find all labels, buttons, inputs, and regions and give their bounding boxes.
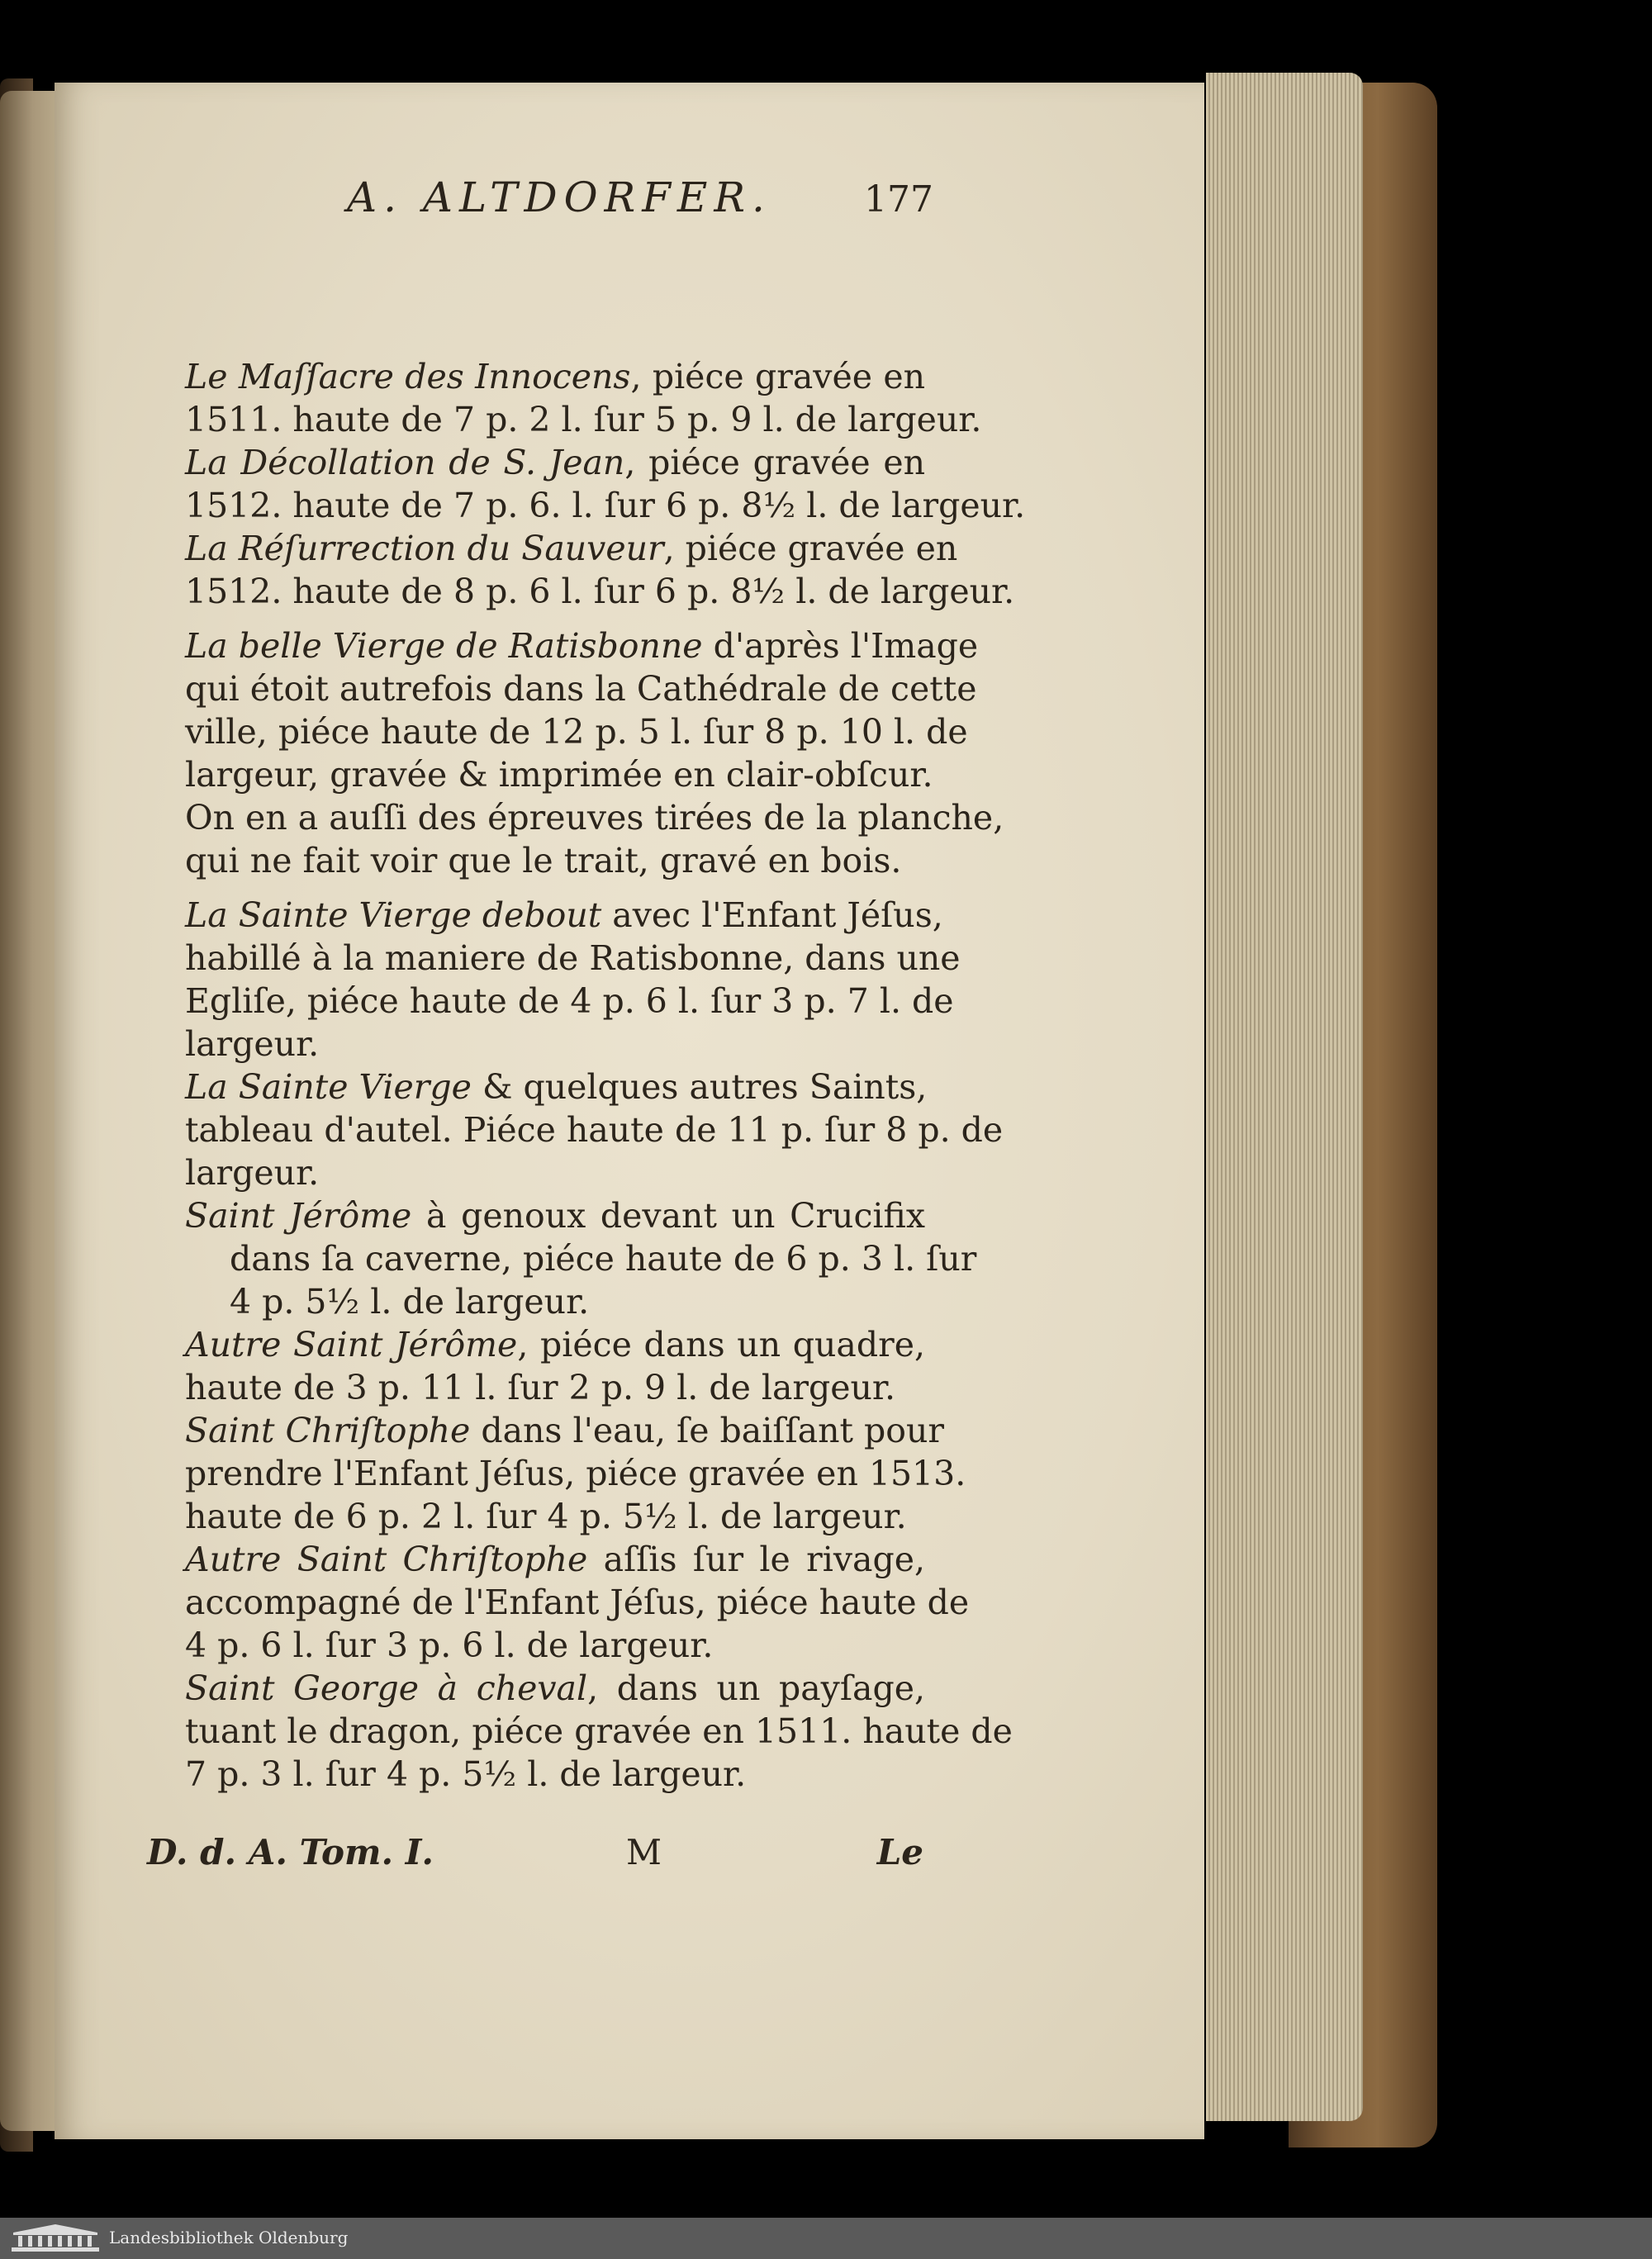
line-text: , piéce gravée en: [624, 443, 925, 482]
line-text: à genoux devant un Crucifix: [411, 1196, 925, 1236]
work-title: Saint Chriſtophe: [185, 1411, 471, 1450]
line-text: haute de 6 p. 2 l. ſur 4 p. 5½ l. de largeur.: [185, 1497, 907, 1536]
work-title: La Sainte Vierge: [185, 1067, 472, 1107]
text-line: [185, 1538, 925, 1581]
page-footer: [147, 1832, 923, 1882]
text-line: [185, 624, 979, 667]
line-text: Egliſe, piéce haute de 4 p. 6 l. ſur 3 p. 7 l. de: [185, 981, 954, 1021]
work-title: La Réſurrection du Sauveur: [185, 529, 664, 568]
signature-letter: M: [626, 1832, 662, 1872]
line-text: 4 p. 5½ l. de largeur.: [230, 1282, 590, 1322]
work-title: La Décollation de S. Jean: [185, 443, 625, 482]
text-line: [185, 937, 961, 980]
catalogue-entry: [185, 527, 1015, 613]
text-line: [185, 980, 954, 1023]
catalogue-entry: [185, 1409, 966, 1538]
line-text: avec l'Enfant Jéſus,: [601, 895, 943, 935]
text-line: [185, 441, 925, 484]
catalogue-entry: [185, 1323, 925, 1409]
line-text: , piéce gravée en: [663, 529, 958, 568]
catalogue-entry: [185, 1667, 1013, 1796]
line-text: haute de 3 p. 11 l. ſur 2 p. 9 l. de largeur.: [185, 1368, 896, 1407]
work-title: Autre Saint Chriſtophe: [185, 1540, 588, 1579]
text-line: [185, 355, 925, 398]
library-bar: [0, 2218, 1652, 2259]
text-line: [185, 484, 1026, 527]
line-text: prendre l'Enfant Jéſus, piéce gravée en 1513.: [185, 1454, 966, 1493]
text-line: [185, 1280, 925, 1323]
line-text: , piéce gravée en: [630, 357, 925, 396]
line-text: 7 p. 3 l. ſur 4 p. 5½ l. de largeur.: [185, 1754, 747, 1794]
line-text: 1512. haute de 7 p. 6. l. ſur 6 p. 8½ l. de largeur.: [185, 486, 1026, 525]
line-text: 4 p. 6 l. ſur 3 p. 6 l. de largeur.: [185, 1625, 714, 1665]
text-line: [185, 1108, 1004, 1151]
text-line: [185, 894, 943, 937]
line-text: d'après l'Image: [702, 626, 979, 666]
catalogue-entry: [185, 355, 982, 441]
work-title: Autre Saint Jérôme: [185, 1325, 518, 1364]
line-text: , piéce dans un quadre,: [517, 1325, 925, 1364]
work-title: Saint George à cheval: [185, 1668, 588, 1708]
catalogue-entry: [185, 1194, 977, 1323]
catalogue-entry: [185, 1538, 970, 1667]
text-line: [185, 1452, 966, 1495]
line-text: tableau d'autel. Piéce haute de 11 p. ſur 8 p. de: [185, 1110, 1004, 1150]
text-block: [185, 355, 1026, 1796]
text-line: [185, 667, 977, 710]
text-line: [185, 1710, 1013, 1753]
line-text: largeur.: [185, 1153, 320, 1193]
line-text: 1511. haute de 7 p. 2 l. ſur 5 p. 9 l. de largeur.: [185, 400, 982, 439]
text-line: [185, 1409, 944, 1452]
text-line: [185, 1194, 925, 1237]
line-text: 1512. haute de 8 p. 6 l. ſur 6 p. 8½ l. de largeur.: [185, 572, 1015, 611]
line-text: aſſis ſur le rivage,: [587, 1540, 925, 1579]
line-text: largeur.: [185, 1024, 320, 1064]
text-line: [185, 1237, 977, 1280]
text-line: [185, 1624, 925, 1667]
signature-mark: D. d. A. Tom. I.: [147, 1832, 434, 1872]
work-title: La belle Vierge de Ratisbonne: [185, 626, 703, 666]
line-text: dans ſa caverne, piéce haute de 6 p. 3 l. ſur: [230, 1239, 977, 1279]
text-line: [185, 398, 982, 441]
line-text: , dans un payſage,: [587, 1668, 926, 1708]
page-edges: [1206, 73, 1363, 2121]
work-title: Le Maſſacre des Innocens: [185, 357, 631, 396]
catalogue-entry: [185, 894, 961, 1065]
text-line: [185, 1581, 970, 1624]
text-line: [185, 1151, 925, 1194]
line-text: dans l'eau, ſe baiſſant pour: [470, 1411, 944, 1450]
text-line: [185, 839, 925, 882]
text-line: [185, 1667, 925, 1710]
line-text: habillé à la maniere de Ratisbonne, dans une: [185, 938, 961, 978]
line-text: largeur, gravée & imprimée en clair-obſcur.: [185, 755, 933, 795]
text-line: [185, 710, 968, 753]
library-name: Landesbibliothek Oldenburg: [109, 2228, 349, 2247]
catalogue-entry: [185, 441, 1026, 527]
line-text: tuant le dragon, piéce gravée en 1511. haute de: [185, 1711, 1013, 1751]
text-line: [185, 796, 1004, 839]
text-line: [185, 753, 933, 796]
text-line: [185, 1023, 925, 1065]
catchword: Le: [876, 1832, 923, 1872]
catalogue-entry: [185, 1065, 1004, 1194]
text-line: [185, 1495, 925, 1538]
line-text: ville, piéce haute de 12 p. 5 l. ſur 8 p. 10 l. de: [185, 712, 968, 752]
work-title: La Sainte Vierge debout: [185, 895, 602, 935]
work-title: Saint Jérôme: [185, 1196, 412, 1236]
line-text: On en a auſſi des épreuves tirées de la planche,: [185, 798, 1004, 838]
line-text: qui étoit autrefois dans la Cathédrale de cette: [185, 669, 977, 709]
library-building-icon: [10, 2223, 101, 2254]
text-line: [185, 527, 958, 570]
catalogue-entry: [185, 624, 1004, 882]
page-number: 177: [864, 178, 933, 221]
text-line: [185, 1753, 925, 1796]
page-header: [347, 173, 942, 240]
line-text: accompagné de l'Enfant Jéſus, piéce haute de: [185, 1583, 970, 1622]
text-line: [185, 1065, 928, 1108]
text-line: [185, 1323, 925, 1366]
line-text: qui ne fait voir que le trait, gravé en bois.: [185, 841, 902, 880]
line-text: & quelques autres Saints,: [471, 1067, 928, 1107]
running-title: A. ALTDORFER.: [347, 173, 771, 221]
text-line: [185, 1366, 925, 1409]
text-line: [185, 570, 1015, 613]
